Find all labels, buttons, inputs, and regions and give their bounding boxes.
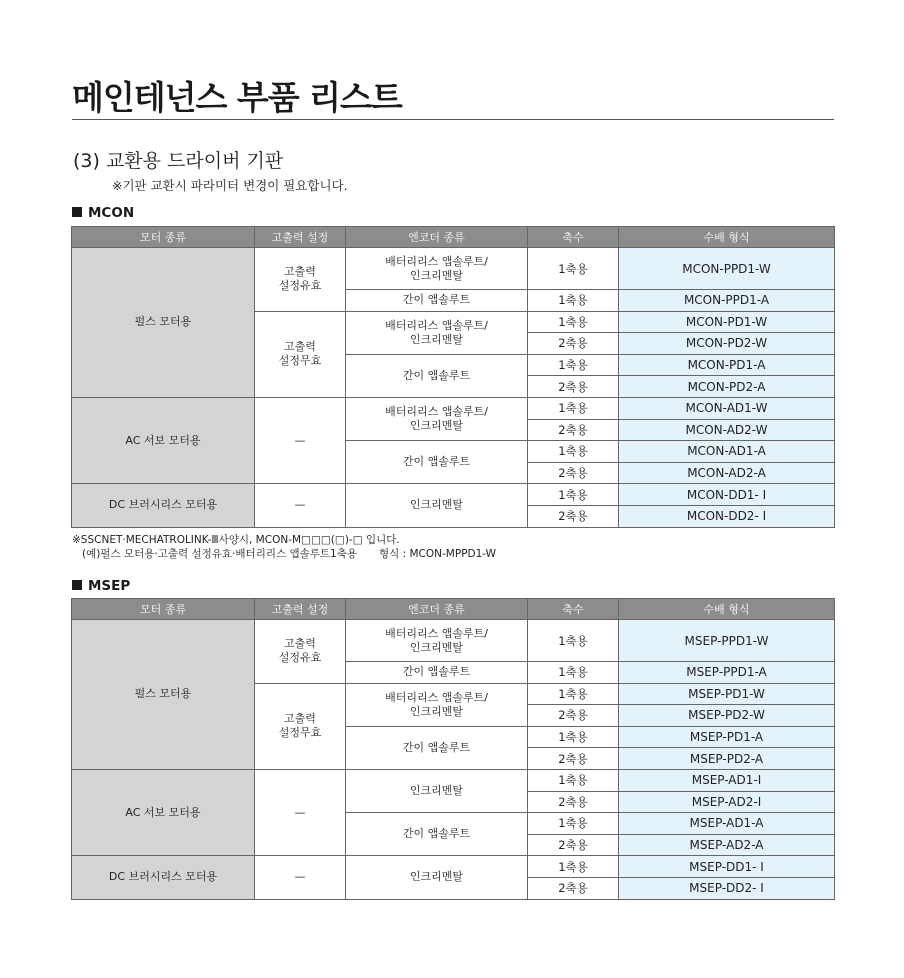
table-row: [72, 620, 835, 662]
axis-cell: 1축용: [528, 248, 619, 290]
model-cell: MCON-PD2-A: [619, 376, 835, 398]
model-cell: MCON-PD2-W: [619, 333, 835, 355]
high-output-cell: —: [255, 484, 346, 527]
header-motor-type: 모터 종류: [72, 599, 255, 620]
msep-label-text: MSEP: [88, 578, 131, 594]
high-output-cell: —: [255, 769, 346, 855]
table-header-row: [72, 227, 835, 248]
axis-cell: 2축용: [528, 748, 619, 770]
axis-cell: 1축용: [528, 441, 619, 463]
encoder-cell: [346, 311, 528, 354]
model-cell: MSEP-AD1-I: [619, 769, 835, 791]
axis-cell: 2축용: [528, 505, 619, 527]
encoder-cell: 간이 앱솔루트: [346, 354, 528, 397]
high-output-cell: [255, 248, 346, 312]
motor-type-cell: 펄스 모터용: [72, 248, 255, 398]
model-cell: MSEP-AD1-A: [619, 813, 835, 835]
high-output-cell: [255, 311, 346, 397]
square-bullet-icon: [72, 580, 82, 590]
encoder-text: 배터리리스 앱솔루트/ 인크리멘탈: [385, 690, 488, 718]
encoder-cell: 간이 앱솔루트: [346, 441, 528, 484]
encoder-cell: 간이 앱솔루트: [346, 662, 528, 684]
mcon-table-label: [72, 205, 134, 221]
footnote-example: [72, 547, 496, 561]
encoder-cell: 인크리멘탈: [346, 769, 528, 812]
axis-cell: 1축용: [528, 683, 619, 705]
header-motor-type: 모터 종류: [72, 227, 255, 248]
encoder-text: 배터리리스 앱솔루트/ 인크리멘탈: [385, 318, 488, 346]
motor-type-cell: 펄스 모터용: [72, 620, 255, 770]
axis-cell: 2축용: [528, 705, 619, 727]
motor-type-cell: AC 서보 모터용: [72, 397, 255, 483]
encoder-cell: 인크리멘탈: [346, 484, 528, 527]
model-cell: MSEP-PD2-W: [619, 705, 835, 727]
section-title: (3) 교환용 드라이버 기판: [73, 150, 284, 172]
table-row: [72, 397, 835, 419]
table-header-row: [72, 599, 835, 620]
model-cell: MSEP-AD2-I: [619, 791, 835, 813]
encoder-cell: [346, 620, 528, 662]
mcon-label-text: MCON: [88, 205, 135, 221]
model-cell: MSEP-PPD1-W: [619, 620, 835, 662]
axis-cell: 1축용: [528, 813, 619, 835]
footnote-example-model: 형식 : MCON-MPPD1-W: [379, 548, 497, 560]
axis-cell: 1축용: [528, 662, 619, 684]
model-cell: MSEP-DD2- I: [619, 877, 835, 899]
encoder-cell: [346, 397, 528, 440]
axis-cell: 1축용: [528, 620, 619, 662]
header-encoder-type: 엔코더 종류: [346, 599, 528, 620]
model-cell: MCON-AD1-A: [619, 441, 835, 463]
table-row: [72, 856, 835, 878]
encoder-cell: 간이 앱솔루트: [346, 813, 528, 856]
title-divider: [72, 119, 834, 120]
model-cell: MCON-PPD1-W: [619, 248, 835, 290]
high-output-cell: —: [255, 397, 346, 483]
footnote-example-text: (예)펄스 모터용·고출력 설정유효·배터리리스 앱솔루트1축용: [82, 548, 357, 560]
axis-cell: 2축용: [528, 376, 619, 398]
encoder-cell: [346, 248, 528, 290]
axis-cell: 2축용: [528, 877, 619, 899]
model-cell: MCON-AD1-W: [619, 397, 835, 419]
high-output-text: 고출력 설정무효: [278, 712, 322, 740]
axis-cell: 1축용: [528, 354, 619, 376]
header-encoder-type: 엔코더 종류: [346, 227, 528, 248]
encoder-text: 배터리리스 앱솔루트/ 인크리멘탈: [385, 405, 488, 433]
axis-cell: 1축용: [528, 856, 619, 878]
table-row: [72, 248, 835, 290]
model-cell: MSEP-DD1- I: [619, 856, 835, 878]
high-output-text: 고출력 설정유효: [278, 265, 322, 293]
axis-cell: 1축용: [528, 311, 619, 333]
model-cell: MSEP-PD1-A: [619, 726, 835, 748]
model-cell: MSEP-PD2-A: [619, 748, 835, 770]
axis-cell: 1축용: [528, 726, 619, 748]
page-title: 메인테넌스 부품 리스트: [72, 78, 402, 117]
encoder-cell: 인크리멘탈: [346, 856, 528, 899]
header-axis-count: 축수: [528, 227, 619, 248]
encoder-cell: 간이 앱솔루트: [346, 726, 528, 769]
header-model: 수배 형식: [619, 599, 835, 620]
encoder-text: 배터리리스 앱솔루트/ 인크리멘탈: [385, 254, 488, 282]
encoder-cell: 간이 앱솔루트: [346, 290, 528, 312]
model-cell: MSEP-PD1-W: [619, 683, 835, 705]
section-note: ※기판 교환시 파라미터 변경이 필요합니다.: [112, 178, 348, 193]
high-output-cell: —: [255, 856, 346, 899]
motor-type-cell: DC 브러시리스 모터용: [72, 484, 255, 527]
high-output-cell: [255, 620, 346, 684]
table-row: [72, 484, 835, 506]
encoder-cell: [346, 683, 528, 726]
axis-cell: 2축용: [528, 791, 619, 813]
model-cell: MCON-PPD1-A: [619, 290, 835, 312]
msep-table-label: [72, 578, 130, 594]
header-axis-count: 축수: [528, 599, 619, 620]
header-high-output: 고출력 설정: [255, 227, 346, 248]
axis-cell: 2축용: [528, 419, 619, 441]
axis-cell: 1축용: [528, 397, 619, 419]
model-cell: MSEP-AD2-A: [619, 834, 835, 856]
axis-cell: 1축용: [528, 769, 619, 791]
model-cell: MCON-AD2-W: [619, 419, 835, 441]
square-bullet-icon: [72, 207, 82, 217]
axis-cell: 2축용: [528, 333, 619, 355]
model-cell: MCON-PD1-W: [619, 311, 835, 333]
high-output-cell: [255, 683, 346, 769]
model-cell: MCON-AD2-A: [619, 462, 835, 484]
model-cell: MCON-DD1- I: [619, 484, 835, 506]
axis-cell: 1축용: [528, 484, 619, 506]
model-cell: MSEP-PPD1-A: [619, 662, 835, 684]
table-row: [72, 769, 835, 791]
header-high-output: 고출력 설정: [255, 599, 346, 620]
mcon-footnote: [72, 533, 496, 561]
msep-table: [71, 598, 835, 900]
header-model: 수배 형식: [619, 227, 835, 248]
axis-cell: 1축용: [528, 290, 619, 312]
motor-type-cell: DC 브러시리스 모터용: [72, 856, 255, 899]
axis-cell: 2축용: [528, 834, 619, 856]
footnote-line: ※SSCNET·MECHATROLINK-Ⅲ사양시, MCON-M□□□(□)-□ 입니다.: [72, 534, 400, 546]
model-cell: MCON-PD1-A: [619, 354, 835, 376]
axis-cell: 2축용: [528, 462, 619, 484]
model-cell: MCON-DD2- I: [619, 505, 835, 527]
mcon-table: [71, 226, 835, 528]
high-output-text: 고출력 설정무효: [278, 340, 322, 368]
high-output-text: 고출력 설정유효: [278, 637, 322, 665]
encoder-text: 배터리리스 앱솔루트/ 인크리멘탈: [385, 626, 488, 654]
motor-type-cell: AC 서보 모터용: [72, 769, 255, 855]
